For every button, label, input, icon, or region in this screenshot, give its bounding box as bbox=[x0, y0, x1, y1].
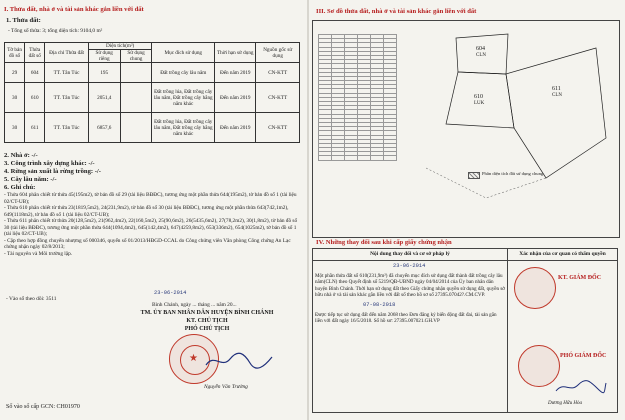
confirm-org: PHÓ GIÁM ĐỐC bbox=[560, 352, 607, 359]
issue-stamp-date: 23-06-2014 bbox=[154, 290, 187, 296]
land-subtitle: 1. Thửa đất: bbox=[6, 17, 41, 24]
signer-name: Dương Hữu Hòa bbox=[548, 400, 582, 406]
note-item: - Thửa 611 phân chiết từ thửa 20(128,5m2), 21(962,4m2), 22(160,5m2), 25(90,6m2), 26(5435,6m2), 27(78,2m2), 30(1,8m2), tờ bản đồ số 30 (tài liệu BĐĐC), tương ứng một phần thửa 644(1094,4m2), 645(142,4m2), 647(4259,8m2), 653(336m2), 654(1025m2), tờ bản đồ số 1 (tài liệu 02/CT-UB); bbox=[4, 218, 298, 237]
col-shared: Sử dụng chung bbox=[120, 50, 152, 63]
parcel-label: CLN bbox=[476, 53, 486, 58]
entry-number: - Vào sổ theo dõi: 3511 bbox=[6, 296, 57, 302]
change-entry: Một phần thửa đất số 610(231,9m²) đã chuyển mục đích sử dụng đất thành đất trồng cây lâu năm(CLN) theo Quyết định số 5219/QĐ-UBND ngày 04/04/2014 của Ủy ban nhân dân huyện Bình Chánh. Thời hạn sử dụng đất theo Giấy chứng nhận quyền sử dụng đất, quyền sở hữu nhà ở và tài sản khác gắn liền với đất số theo hồ sơ số 27395.07042?.CM.CVP. bbox=[315, 273, 505, 298]
legend-text: Phần diện tích đất sử dụng chung bbox=[482, 171, 544, 176]
signature bbox=[554, 379, 608, 395]
construction-line: 3. Công trình xây dựng khác: -/- bbox=[4, 160, 95, 167]
parcel-610 bbox=[446, 72, 514, 128]
parcel-label: 611 bbox=[552, 86, 561, 92]
col-term: Thời hạn sử dụng bbox=[215, 43, 256, 63]
col-private: Sử dụng riêng bbox=[88, 50, 120, 63]
col-purpose: Mục đích sử dụng bbox=[152, 43, 215, 63]
changes-table bbox=[312, 248, 618, 413]
notes-title: 6. Ghi chú: bbox=[4, 184, 36, 191]
perennial-line: 5. Cây lâu năm: -/- bbox=[4, 176, 57, 183]
col-origin: Nguồn gốc sử dụng bbox=[256, 43, 300, 63]
land-table bbox=[4, 42, 300, 143]
col-map: Tờ bản đồ số bbox=[5, 43, 25, 63]
section-3-title: III. Sơ đồ thửa đất, nhà ở và tài sản khác gắn liền với đất bbox=[316, 8, 477, 15]
table-row: 30 611 TT. Tân Túc 6857,6 Đất trồng lúa, Đất trồng cây lâu năm, Đất trồng cây hằng năm khác Đến năm 2019 CN-KTT bbox=[5, 113, 300, 143]
col-area: Diện tích(m²) bbox=[88, 43, 152, 50]
official-seal: ★ bbox=[169, 334, 219, 384]
notes-block bbox=[4, 152, 300, 257]
note-item: - Cập theo hợp đồng chuyển nhượng số 000346, quyển số 01/2013/HĐGD-CCAL do Công chứng viên Văn phòng Công chứng An Lạc chứng nhận ngày 02/8/2013; bbox=[4, 237, 291, 250]
changes-col-head: Nội dung thay đổi và cơ sở pháp lý bbox=[313, 249, 508, 261]
change-stamp-date: 07-08-2018 bbox=[363, 302, 396, 309]
change-entry: Được tiếp tục sử dụng đất đến năm 2068 theo Đơn đăng ký biến động đất đai, tài sản gắn liền với đất ngày 16/5/2018. Số hồ sơ: 27395.007021.GH.VP bbox=[315, 311, 497, 325]
page-divider bbox=[307, 0, 309, 420]
sig-title-1: TM. ỦY BAN NHÂN DÂN HUYỆN BÌNH CHÁNH bbox=[140, 310, 274, 316]
forest-line: 4. Rừng sản xuất là rừng trồng: -/- bbox=[4, 168, 101, 175]
confirm-cell bbox=[508, 260, 618, 412]
note-item: - Thửa 604 phân chiết từ thửa 45(195m2), tờ bản đồ số 29 (tài liệu BĐĐC), tương ứng một phần thửa 644(195m2), tờ bản đồ số 1 (tài liệu 02/CT-UB); bbox=[4, 192, 297, 205]
changes-cell bbox=[313, 260, 508, 412]
parcel-sketch bbox=[396, 28, 616, 228]
table-row: 30 610 TT. Tân Túc 2051,4 Đất trồng lúa, Đất trồng cây lâu năm, Đất trồng cây hằng năm khác Đến năm 2019 CN-KTT bbox=[5, 83, 300, 113]
land-summary: - Tổng số thửa: 3; tổng diện tích: 9104,0 m² bbox=[8, 28, 103, 34]
table-row: 29 604 TT. Tân Túc 195 Đất trồng cây lâu năm Đến năm 2019 CN-KTT bbox=[5, 63, 300, 83]
col-parcel: Thửa đất số bbox=[25, 43, 45, 63]
section-1-title: I. Thửa đất, nhà ở và tài sản khác gắn liền với đất bbox=[4, 6, 144, 13]
place-date: Bình Chánh, ngày ... tháng ... năm 20... bbox=[152, 302, 237, 308]
parcel-label: CLN bbox=[552, 93, 562, 98]
house-line: 2. Nhà ở: -/- bbox=[4, 152, 38, 159]
right-page bbox=[312, 6, 620, 416]
col-address: Địa chỉ Thửa đất bbox=[45, 43, 89, 63]
left-page bbox=[4, 6, 304, 416]
serial-number: Số vào sổ cấp GCN: CH01970 bbox=[6, 404, 80, 410]
signature bbox=[204, 351, 274, 371]
sig-title-2: KT. CHỦ TỊCH bbox=[186, 318, 228, 324]
section-4-title: IV. Những thay đổi sau khi cấp giấy chứng nhận bbox=[316, 239, 452, 246]
change-stamp-date: 23-06-2014 bbox=[393, 262, 426, 269]
confirm-org: KT. GIÁM ĐỐC bbox=[558, 274, 602, 281]
parcel-label: 604 bbox=[476, 46, 485, 52]
coordinate-table bbox=[318, 34, 397, 161]
signer-name: Nguyễn Văn Trường bbox=[204, 384, 248, 390]
confirm-seal bbox=[514, 267, 556, 309]
parcel-label: LUK bbox=[474, 101, 485, 106]
sig-title-3: PHÓ CHỦ TỊCH bbox=[184, 326, 230, 332]
legend-swatch bbox=[468, 172, 480, 179]
note-item: - Thửa 610 phân chiết từ thửa 23(1819,5m2), 24(231,9m2), tờ bản đồ số 30 (tài liệu BĐĐC), tương ứng một phần thửa 643(742,1m2), 649(1118m2), tờ bản đồ số 1 (tài liệu 02/CT-UB); bbox=[4, 205, 289, 218]
parcel-611 bbox=[506, 48, 606, 178]
parcel-label: 610 bbox=[474, 94, 483, 100]
confirm-col-head: Xác nhận của cơ quan có thẩm quyền bbox=[508, 249, 618, 261]
note-item: - Tài nguyên và Môi trường lập. bbox=[4, 250, 73, 257]
